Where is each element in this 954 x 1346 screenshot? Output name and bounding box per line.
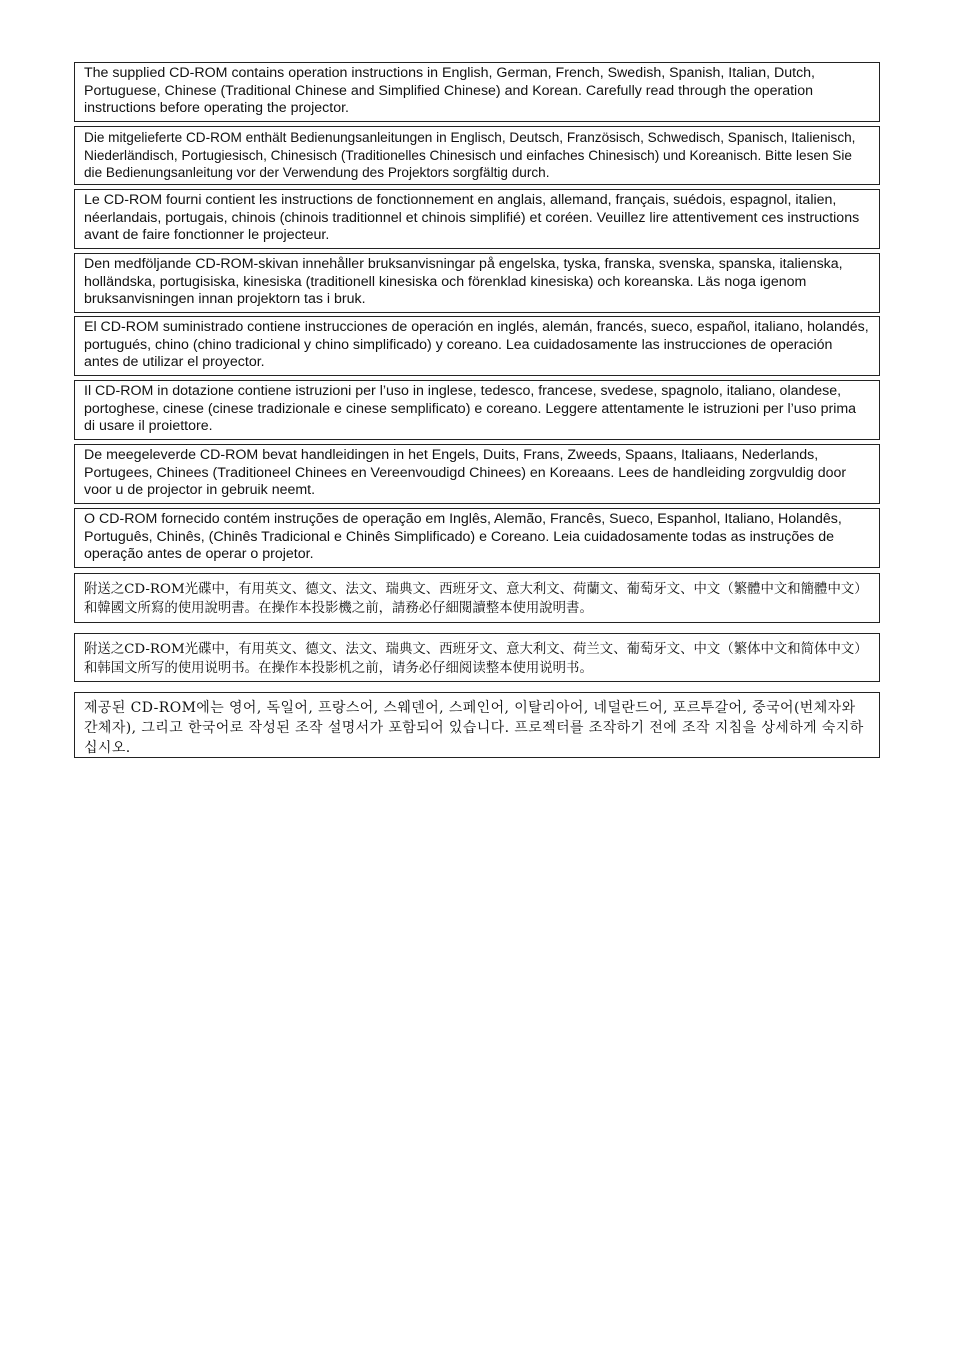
notice-text: Die mitgelieferte CD-ROM enthält Bedienungsanleitungen in Englisch, Deutsch, Französisch, Schwedisch, Spanisch, Italienisch, Niederländisch, Portugiesisch, Chinesisch (Traditionelles Chinesisch und einfaches Chinesisch) und Koreanisch. Bitte lesen Sie die Bedienungsanleitung vor der Verwendung des Projektors sorgfältig durch. — [84, 130, 856, 180]
notice-portuguese — [74, 508, 880, 568]
notice-text: 附送之CD-ROM光碟中，有用英文、德文、法文、瑞典文、西班牙文、意大利文、荷兰文、葡萄牙文、中文（繁体中文和简体中文）和韩国文所写的使用说明书。在操作本投影机之前，请务必仔细阅读整本使用说明书。 — [84, 642, 868, 676]
notice-english — [74, 62, 880, 122]
notice-german — [74, 126, 880, 185]
notice-simplified-chinese — [74, 633, 880, 682]
notice-spanish — [74, 316, 880, 376]
notice-text: El CD-ROM suministrado contiene instrucciones de operación en inglés, alemán, francés, sueco, español, italiano, holandés, portugués, chino (chino tradicional y chino simplificado) y coreano. Lea cuidadosamente las instrucciones de operación antes de utilizar el proyector. — [84, 319, 869, 370]
notice-text: 제공된 CD-ROM에는 영어, 독일어, 프랑스어, 스웨덴어, 스페인어, 이탈리아어, 네덜란드어, 포르투갈어, 중국어(번체자와 간체자), 그리고 한국어로 작성된 조작 설명서가 포함되어 있습니다. 프로젝터를 조작하기 전에 조작 지침을 상세하게 숙지하십시오. — [84, 700, 864, 756]
notice-french — [74, 189, 880, 249]
notice-italian — [74, 380, 880, 440]
notice-text: The supplied CD-ROM contains operation instructions in English, German, French, Swedish, Spanish, Italian, Dutch, Portuguese, Chinese (Traditional Chinese and Simplified Chinese) and Korean. Carefully read through the operation instructions before operating the projector. — [84, 65, 816, 116]
notice-traditional-chinese — [74, 573, 880, 623]
notice-text: Le CD-ROM fourni contient les instructions de fonctionnement en anglais, allemand, français, suédois, espagnol, italien, néerlandais, portugais, chinois (chinois traditionnel et chinois simplifié) et coréen. Veuillez lire attentivement ces instructions avant de faire fonctionner le projecteur. — [84, 192, 860, 243]
notice-dutch — [74, 444, 880, 504]
notice-korean — [74, 692, 880, 758]
notice-text: Den medföljande CD-ROM-skivan innehåller bruksanvisningar på engelska, tyska, franska, svenska, spanska, italienska, holländska, portugisiska, kinesiska (traditionell kinesiska och förenklad kinesiska) och koreanska. Läs noga igenom bruksanvisningen innan projektorn tas i bruk. — [84, 256, 843, 307]
notice-text: 附送之CD-ROM光碟中，有用英文、德文、法文、瑞典文、西班牙文、意大利文、荷蘭文、葡萄牙文、中文（繁體中文和簡體中文）和韓國文所寫的使用說明書。在操作本投影機之前，請務必仔細閱讀整本使用說明書。 — [84, 582, 868, 616]
notice-text: De meegeleverde CD-ROM bevat handleidingen in het Engels, Duits, Frans, Zweeds, Spaans, Italiaans, Nederlands, Portugees, Chinees (Traditioneel Chinees en Vereenvoudigd Chinees) en Koreaans. Lees de handleiding zorgvuldig door voor u de projector in gebruik neemt. — [84, 447, 847, 498]
notice-text: O CD-ROM fornecido contém instruções de operação em Inglês, Alemão, Francês, Sueco, Espanhol, Italiano, Holandês, Português, Chinês, (Chinês Tradicional e Chinês Simplificado) e Coreano. Leia cuidadosamente todas as instruções de operação antes de operar o projetor. — [84, 511, 842, 562]
notice-swedish — [74, 253, 880, 313]
notice-text: Il CD-ROM in dotazione contiene istruzioni per l’uso in inglese, tedesco, francese, svedese, spagnolo, italiano, olandese, portoghese, cinese (cinese tradizionale e cinese semplificato) e coreano. Leggere attentamente le istruzioni per l’uso prima di usare il proiettore. — [84, 383, 857, 434]
